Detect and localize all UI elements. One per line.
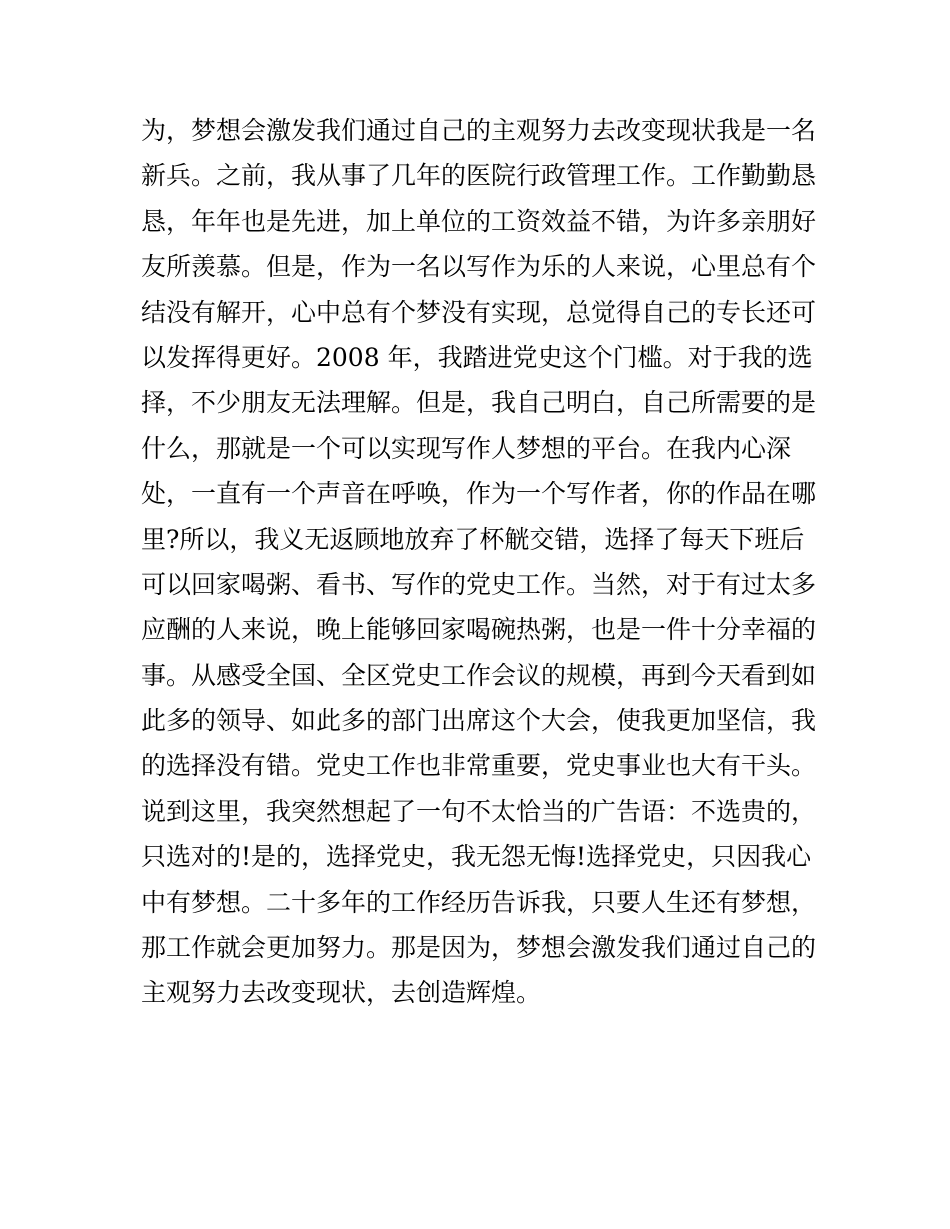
text-line-17: 只选对的!是的，选择党史，我无怨无悔!选择党史，只因我心 bbox=[141, 842, 812, 872]
text-line-16: 说到这里，我突然想起了一句不太恰当的广告语：不选贵的， bbox=[141, 796, 817, 826]
text-line-9: 处，一直有一个声音在呼唤，作为一个写作者，你的作品在哪 bbox=[141, 479, 817, 509]
body-text bbox=[141, 108, 821, 1016]
text-line-15: 的选择没有错。党史工作也非常重要，党史事业也大有干头。 bbox=[141, 751, 817, 781]
text-line-14: 此多的领导、如此多的部门出席这个大会，使我更加坚信，我 bbox=[141, 706, 817, 736]
text-line-12: 应酬的人来说，晚上能够回家喝碗热粥，也是一件十分幸福的 bbox=[141, 615, 817, 645]
text-line-3: 恳，年年也是先进，加上单位的工资效益不错，为许多亲朋好 bbox=[141, 206, 817, 236]
text-line-19: 那工作就会更加努力。那是因为，梦想会激发我们通过自己的 bbox=[141, 933, 817, 963]
text-line-13: 事。从感受全国、全区党史工作会议的规模，再到今天看到如 bbox=[141, 660, 817, 690]
text-line-10: 里?所以，我义无返顾地放弃了杯觥交错，选择了每天下班后 bbox=[141, 524, 805, 554]
text-line-4: 友所羡慕。但是，作为一名以写作为乐的人来说，心里总有个 bbox=[141, 252, 817, 282]
text-line-1: 为，梦想会激发我们通过自己的主观努力去改变现状我是一名 bbox=[141, 116, 817, 145]
text-line-5: 结没有解开，心中总有个梦没有实现，总觉得自己的专长还可 bbox=[141, 297, 817, 327]
text-line-20: 主观努力去改变现状，去创造辉煌。 bbox=[141, 978, 542, 1008]
text-line-18: 中有梦想。二十多年的工作经历告诉我，只要人生还有梦想， bbox=[141, 887, 817, 917]
text-line-2: 新兵。之前，我从事了几年的医院行政管理工作。工作勤勤恳 bbox=[141, 161, 817, 191]
text-line-7: 择，不少朋友无法理解。但是，我自己明白，自己所需要的是 bbox=[141, 388, 817, 418]
text-line-8: 什么，那就是一个可以实现写作人梦想的平台。在我内心深 bbox=[141, 433, 792, 463]
text-line-11: 可以回家喝粥、看书、写作的党史工作。当然，对于有过太多 bbox=[141, 569, 817, 599]
text-line-6: 以发挥得更好。2008 年，我踏进党史这个门槛。对于我的选 bbox=[141, 342, 813, 372]
